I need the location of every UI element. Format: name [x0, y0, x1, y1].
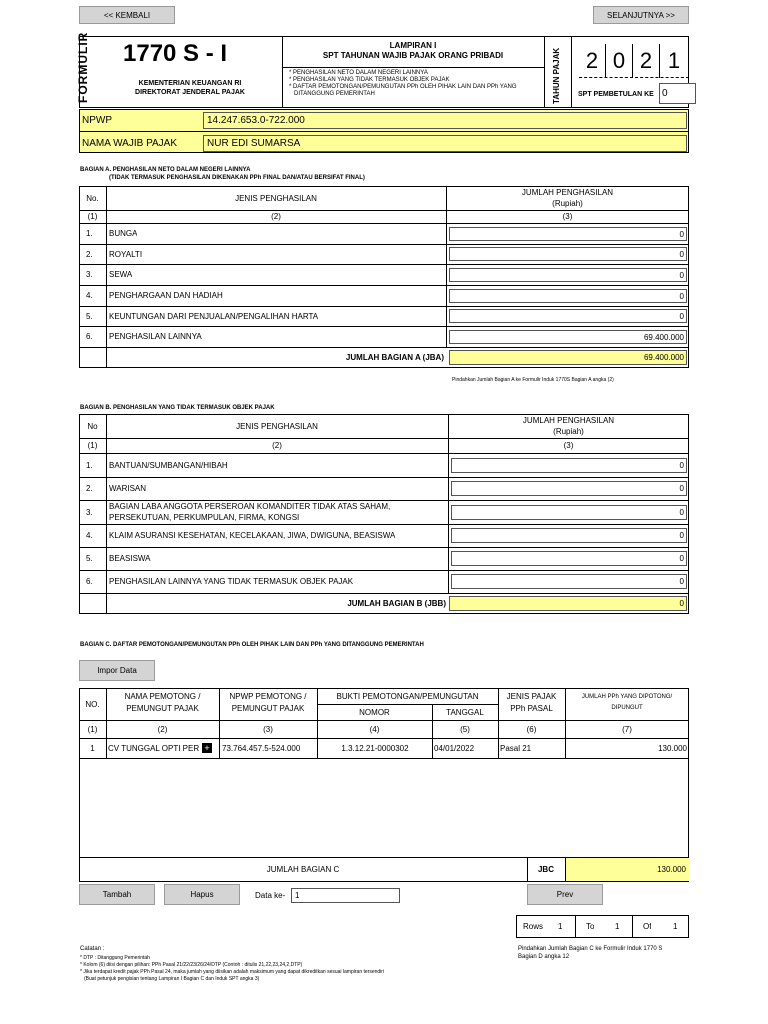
row-number: 1 — [90, 743, 95, 753]
row-label: BANTUAN/SUMBANGAN/HIBAH — [109, 460, 228, 470]
jbb-total: 0 — [449, 596, 687, 611]
jumlah-pph-cell[interactable]: 130.000 — [658, 743, 687, 753]
expand-icon[interactable]: + — [202, 743, 212, 753]
section-c-footnote: Pindahkan Jumlah Bagian C ke Formulir Induk 1770 S — [518, 946, 663, 952]
penghasilan-lainnya-input[interactable]: 69.400.000 — [449, 330, 687, 344]
ministry-label: KEMENTERIAN KEUANGAN RI — [138, 80, 242, 87]
laba-anggota-input[interactable]: 0 — [451, 505, 687, 520]
prev-button[interactable]: Prev — [527, 884, 603, 905]
section-b-title: BAGIAN B. PENGHASILAN YANG TIDAK TERMASUK OBJEK PAJAK — [80, 405, 275, 411]
row-number: 3. — [86, 507, 93, 517]
bunga-input[interactable]: 0 — [449, 227, 687, 241]
jbc-label: JUMLAH BAGIAN C — [266, 865, 340, 874]
col-npwp-header: PEMUNGUT PAJAK — [231, 704, 305, 713]
row-number: 1. — [86, 229, 93, 238]
section-c-title: BAGIAN C. DAFTAR PEMOTONGAN/PEMUNGUTAN PPh OLEH PIHAK LAIN DAN PPh YANG DITANGGUNG PEMERINTAH — [80, 642, 424, 648]
section-c-footnote: Bagian D angka 12 — [518, 954, 570, 960]
warisan-input[interactable]: 0 — [451, 481, 687, 496]
col-index: (1) — [87, 441, 98, 450]
catatan-title: Catatan : — [80, 946, 105, 952]
col-no-header: NO. — [85, 699, 100, 709]
col-index: (3) — [563, 441, 574, 450]
row-label: PERSEKUTUAN, PERKUMPULAN, FIRMA, KONGSI — [109, 513, 300, 522]
col-index: (3) — [263, 724, 273, 734]
col-npwp-header: NPWP PEMOTONG / — [229, 692, 307, 701]
tambah-button[interactable]: Tambah — [79, 884, 155, 905]
npwp-label: NPWP — [82, 114, 112, 126]
rows-label: Rows — [523, 922, 544, 931]
to-value: 1 — [615, 922, 620, 931]
pembetulan-label: SPT PEMBETULAN KE — [578, 91, 654, 98]
year-digit: 0 — [606, 44, 633, 78]
col-jenis-header: PPh PASAL — [510, 704, 553, 713]
to-label: To — [586, 922, 595, 931]
name-label: NAMA WAJIB PAJAK — [82, 137, 178, 149]
of-value: 1 — [673, 922, 678, 931]
rows-value: 1 — [558, 922, 563, 931]
catatan-line: * Kolom (6) diisi dengan pilihan: PPh Pasal 21/22/23/26/24/DTP (Contoh : ditulis 21,22,23,24,2,DTP) — [80, 962, 303, 968]
row-number: 5. — [86, 311, 93, 321]
bantuan-input[interactable]: 0 — [451, 458, 687, 473]
col-index: (2) — [157, 724, 168, 734]
npwp-input[interactable]: 14.247.653.0-722.000 — [203, 112, 687, 129]
spt-title: SPT TAHUNAN WAJIB PAJAK ORANG PRIBADI — [322, 51, 504, 60]
jbb-label: JUMLAH BAGIAN B (JBB) — [347, 599, 446, 608]
row-number: 6. — [86, 332, 93, 341]
catatan-line: * Jika terdapat kredit pajak PPh Pasal 24, maka jumlah yang diisikan adalah maksimum yang dapat dikreditkan sesuai lampiran tersendiri — [80, 969, 385, 975]
row-number: 2. — [86, 249, 93, 259]
year-digit: 2 — [633, 44, 660, 78]
col-jumlah-header: DIPUNGUT — [611, 704, 643, 711]
row-label: PENGHASILAN LAINNYA YANG TIDAK TERMASUK OBJEK PAJAK — [109, 577, 354, 586]
col-index: (6) — [526, 724, 537, 734]
name-input[interactable]: NUR EDI SUMARSA — [203, 135, 687, 152]
beasiswa-input[interactable]: 0 — [451, 551, 687, 566]
col-index: (1) — [87, 724, 98, 734]
header-note: * PENGHASILAN YANG TIDAK TERMASUK OBJEK PAJAK — [289, 77, 450, 83]
data-ke-label: Data ke- — [255, 890, 286, 900]
col-index: (2) — [271, 212, 281, 221]
back-button[interactable]: << KEMBALI — [79, 6, 175, 24]
catatan-line: (Buat petunjuk pengisian tentang Lampiran I Bagian C dan Induk SPT angka 3) — [84, 976, 260, 982]
row-label: KEUNTUNGAN DARI PENJUALAN/PENGALIHAN HARTA — [109, 311, 319, 321]
pembetulan-input[interactable]: 0 — [659, 83, 696, 104]
col-bukti-header: BUKTI PEMOTONGAN/PEMUNGUTAN — [336, 691, 479, 701]
royalti-input[interactable]: 0 — [449, 247, 687, 261]
lainnya-non-objek-input[interactable]: 0 — [451, 574, 687, 589]
jba-total: 69.400.000 — [449, 350, 687, 365]
header-note: DITANGGUNG PEMERINTAH — [294, 91, 375, 97]
hapus-button[interactable]: Hapus — [164, 884, 240, 905]
col-index: (4) — [369, 724, 380, 734]
sewa-input[interactable]: 0 — [449, 268, 687, 282]
col-jumlah-header: JUMLAH PPh YANG DIPOTONG/ — [581, 693, 673, 700]
year-field — [579, 44, 689, 78]
of-label: Of — [643, 922, 652, 931]
row-number: 3. — [86, 270, 93, 279]
year-digit: 1 — [667, 48, 681, 73]
lampiran-label: LAMPIRAN I — [389, 41, 437, 50]
col-jenis-header: JENIS PENGHASILAN — [235, 193, 317, 203]
row-number: 4. — [86, 291, 93, 300]
jba-label: JUMLAH BAGIAN A (JBA) — [345, 353, 444, 362]
row-number: 1. — [86, 460, 93, 470]
row-label: BEASISWA — [109, 554, 151, 563]
formulir-label: FORMULIR — [76, 31, 90, 103]
section-a-title: BAGIAN A. PENGHASILAN NETO DALAM NEGERI LAINNYA — [80, 167, 251, 173]
row-label: SEWA — [109, 270, 133, 279]
row-number: 2. — [86, 484, 93, 493]
col-no-header: No — [87, 421, 98, 431]
jbc-code: JBC — [537, 865, 554, 874]
col-index: (5) — [460, 724, 470, 734]
col-no-header: No. — [86, 193, 99, 203]
section-a-footnote: Pindahkan Jumlah Bagian A ke Formulir Induk 1770S Bagian A angka (2) — [452, 377, 614, 383]
col-index: (3) — [562, 212, 573, 221]
col-jenis-header: JENIS PAJAK — [506, 692, 557, 701]
row-label: ROYALTI — [109, 249, 143, 259]
data-ke-input[interactable]: 1 — [291, 888, 400, 903]
npwp-pemotong-cell[interactable]: 73.764.457.5-524.000 — [222, 743, 301, 753]
catatan-line: * DTP : Ditanggung Pemerintah — [80, 955, 150, 961]
tahun-pajak-label: TAHUN PAJAK — [552, 47, 561, 104]
row-label: PENGHARGAAN DAN HADIAH — [109, 291, 223, 300]
next-button[interactable]: SELANJUTNYA >> — [593, 6, 689, 24]
row-number: 4. — [86, 531, 93, 540]
row-label: WARISAN — [109, 484, 147, 493]
klaim-asuransi-input[interactable]: 0 — [451, 528, 687, 543]
section-a-subtitle: (TIDAK TERMASUK PENGHASILAN DIKENAKAN PPh FINAL DAN/ATAU BERSIFAT FINAL) — [109, 175, 365, 181]
col-jumlah-unit: (Rupiah) — [552, 199, 583, 208]
col-index: (2) — [272, 441, 282, 450]
col-tanggal-header: TANGGAL — [446, 707, 484, 717]
row-label: BAGIAN LABA ANGGOTA PERSEROAN KOMANDITER TIDAK ATAS SAHAM, — [109, 502, 391, 511]
col-nama-header: PEMUNGUT PAJAK — [126, 704, 199, 713]
row-number: 6. — [86, 577, 93, 586]
col-jumlah-unit: (Rupiah) — [553, 427, 584, 436]
col-index: (7) — [622, 724, 632, 734]
col-nomor-header: NOMOR — [359, 707, 390, 717]
col-nama-header: NAMA PEMOTONG / — [124, 692, 201, 701]
tanggal-bukti-cell[interactable]: 04/01/2022 — [434, 743, 475, 753]
year-digit: 2 — [579, 44, 606, 78]
header-note: * PENGHASILAN NETO DALAM NEGERI LAINNYA — [289, 70, 428, 76]
jenis-pajak-cell[interactable]: Pasal 21 — [500, 743, 532, 753]
row-label: PENGHASILAN LAINNYA — [109, 332, 202, 341]
row-number: 5. — [86, 554, 93, 563]
nomor-bukti-cell[interactable]: 1.3.12.21-0000302 — [341, 743, 409, 753]
row-label: BUNGA — [109, 229, 138, 238]
jbc-total: 130.000 — [566, 858, 689, 881]
import-data-button[interactable]: Impor Data — [79, 660, 155, 681]
keuntungan-input[interactable]: 0 — [449, 309, 687, 323]
nama-pemotong-cell[interactable]: CV TUNGGAL OPTI PER — [108, 743, 200, 753]
row-label: KLAIM ASURANSI KESEHATAN, KECELAKAAN, JIWA, DWIGUNA, BEASISWA — [109, 531, 396, 540]
directorate-label: DIREKTORAT JENDERAL PAJAK — [135, 89, 245, 96]
col-jumlah-header: JUMLAH PENGHASILAN — [521, 188, 614, 197]
header-note: * DAFTAR PEMOTONGAN/PEMUNGUTAN PPh OLEH PIHAK LAIN DAN PPh YANG — [289, 84, 517, 90]
col-index: (1) — [87, 212, 98, 221]
form-code: 1770 S - I — [123, 40, 228, 67]
col-jumlah-header: JUMLAH PENGHASILAN — [522, 416, 615, 425]
col-jenis-header: JENIS PENGHASILAN — [236, 421, 318, 431]
hadiah-input[interactable]: 0 — [449, 289, 687, 303]
